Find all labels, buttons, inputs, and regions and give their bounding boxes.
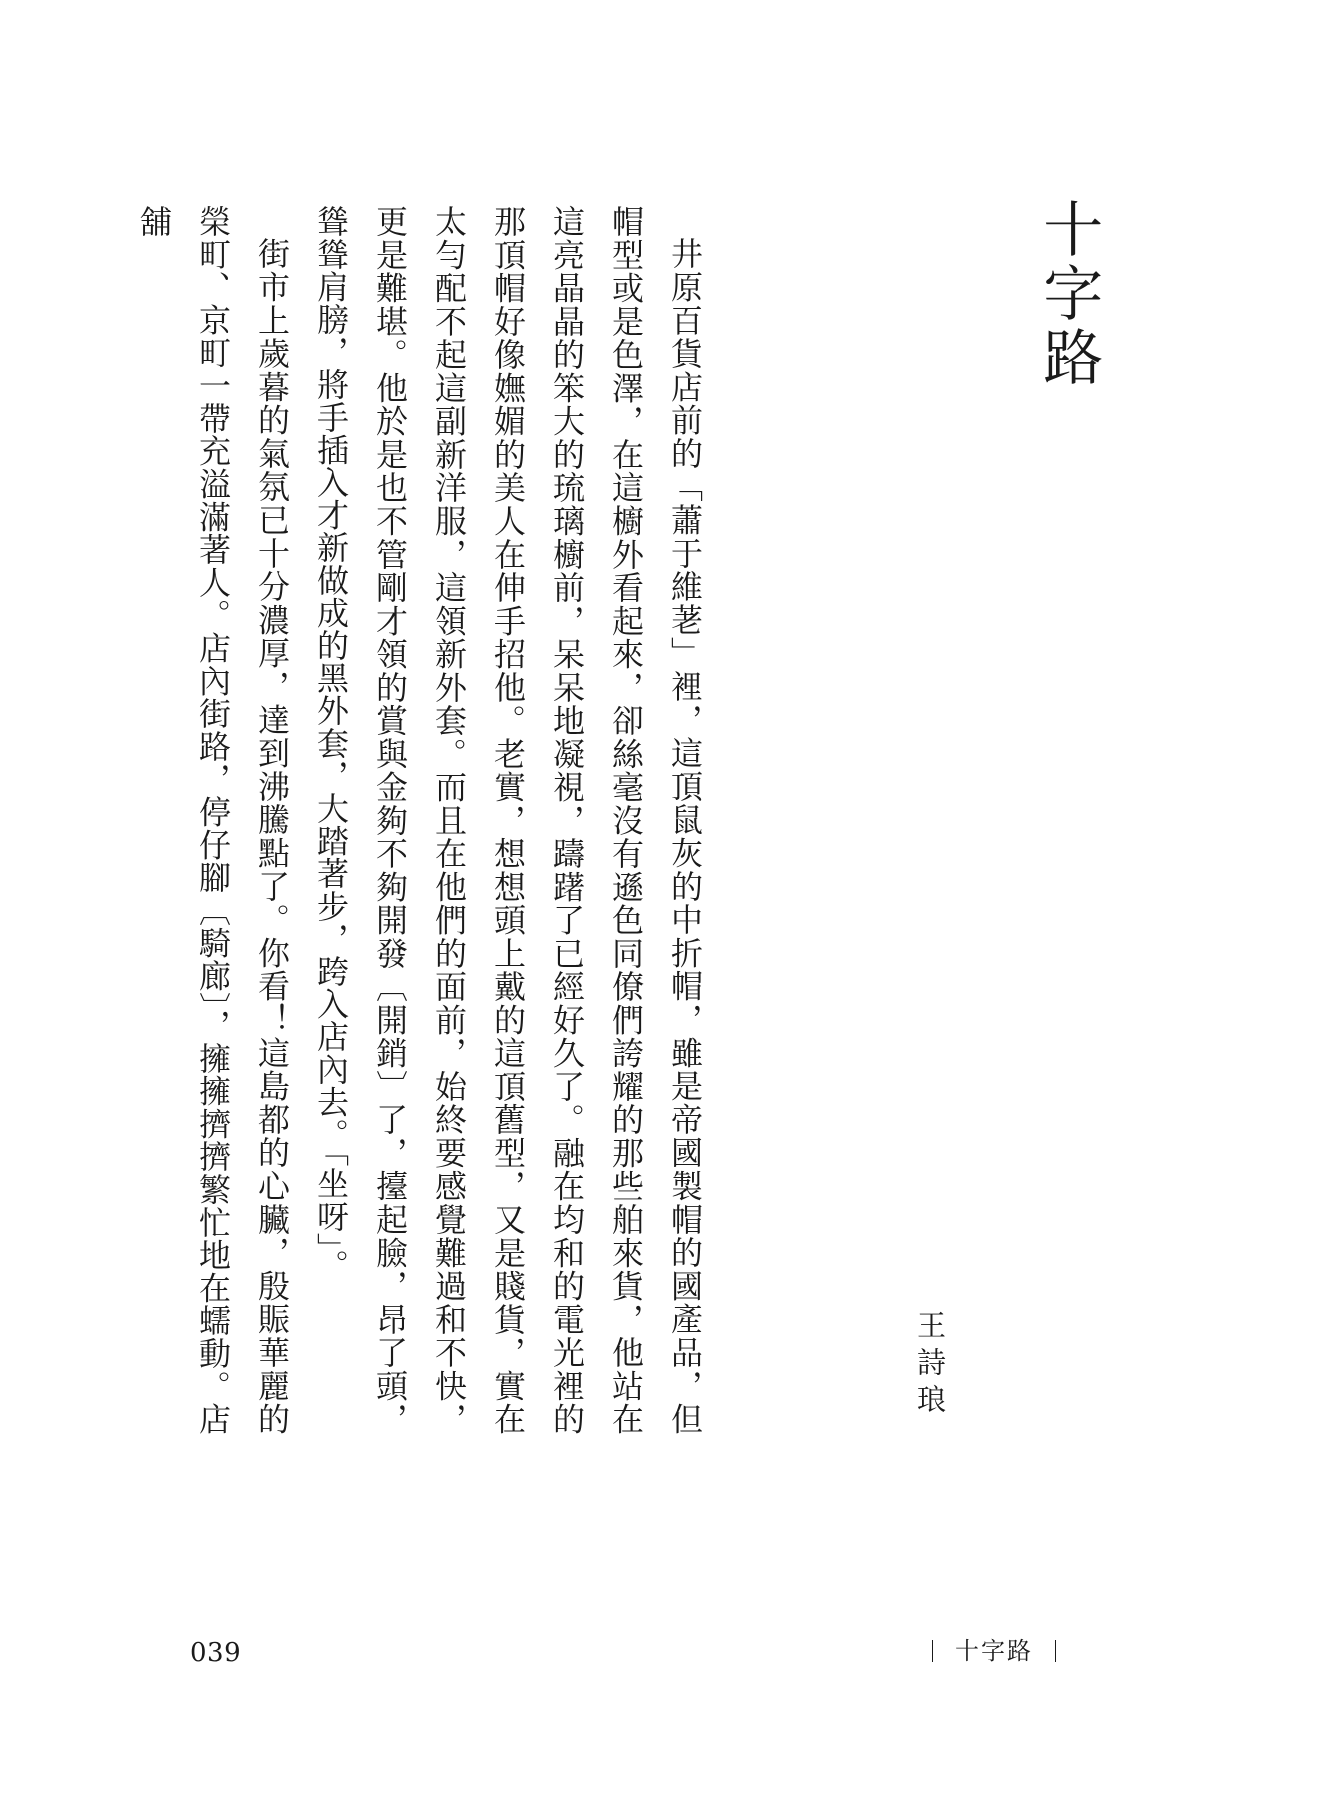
author-name: 王詩琅 (913, 1310, 947, 1421)
paragraph-1: 井原百貨店前的「蕭于維荖」裡，這頂鼠灰的中折帽，雖是帝國製帽的國產品，但帽型或是色澤，在這櫥外看起來，卻絲毫沒有遜色同僚們誇耀的那些舶來貨，他站在這亮晶晶的笨大的琉璃櫥前，呆呆地凝視，躊躇了已經好久了。融在均和的電光裡的那頂帽好像嫵媚的美人在伸手招他。老實，想想頭上戴的這頂舊型，又是賤貨，實在太勻配不起這副新洋服，這領新外套。而且在他們的面前，始終要感覺難過和不快，更是難堪。他於是也不管剛才領的賞與金夠不夠開發〔開銷〕了，擡起臉，昂了頭，聳聳肩膀，將手插入才新做成的黑外套，大踏著步，跨入店內去。「坐呀」。 (312, 205, 704, 1435)
paragraph-2: 街市上歲暮的氣氛已十分濃厚，達到沸騰點了。你看！這島都的心臟，殷賑華麗的榮町、京町一帶充溢滿著人。店內街路，停仔腳〔騎廊〕，擁擁擠擠繁忙地在蠕動。店舖 (135, 205, 291, 1435)
running-header (932, 1636, 1056, 1666)
divider-right (1055, 1640, 1056, 1662)
divider-left (932, 1640, 933, 1662)
running-title: 十字路 (955, 1637, 1033, 1665)
chapter-title: 十字路 (1033, 198, 1104, 390)
body-text (135, 205, 714, 1435)
page-number: 039 (190, 1638, 242, 1668)
